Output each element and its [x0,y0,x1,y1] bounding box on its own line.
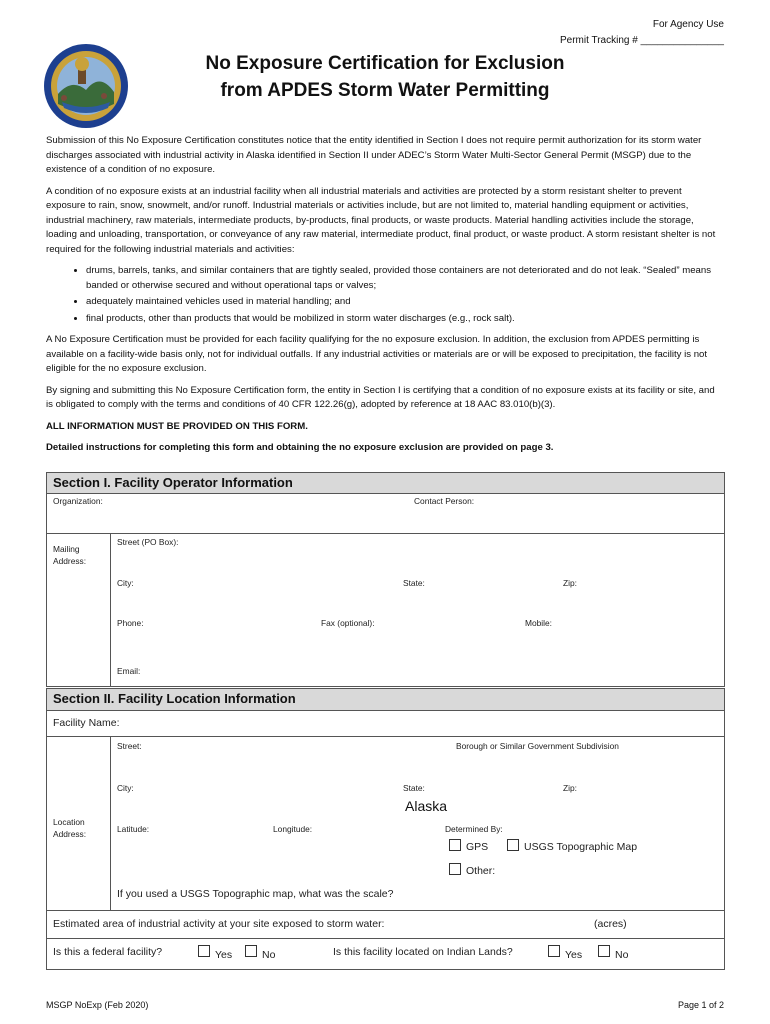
contact-person-field[interactable]: Contact Person: [414,496,475,506]
other-label[interactable]: Other: [466,865,496,877]
determined-by-label: Determined By: [445,824,503,834]
area-field[interactable]: Estimated area of industrial activity at your site exposed to storm water: [53,918,385,930]
indian-lands-question: Is this facility located on Indian Lands? [333,946,513,958]
divider [46,736,725,737]
gps-label: GPS [466,841,489,853]
section-1-title: Section I. Facility Operator Information [53,475,293,490]
latitude-field[interactable]: Latitude: [117,824,150,834]
facility-name-field[interactable]: Facility Name: [53,717,120,729]
usgs-label: USGS Topographic Map [524,841,638,853]
street-po-box-field[interactable]: Street (PO Box): [117,537,179,547]
exemption-list [46,264,722,326]
indian-yes-label: Yes [565,949,583,961]
section-2-header [46,688,725,711]
borough-field[interactable]: Borough or Similar Government Subdivision [456,741,619,751]
organization-field[interactable]: Organization: [53,496,103,506]
federal-yes-checkbox[interactable] [198,945,210,957]
intro-notice: ALL INFORMATION MUST BE PROVIDED ON THIS FORM. [46,420,308,432]
divider [46,910,725,911]
other-checkbox[interactable] [449,863,461,875]
usgs-scale-field[interactable]: If you used a USGS Topographic map, what was the scale? [117,888,394,900]
form-title [150,50,620,104]
intro-paragraph-1: Submission of this No Exposure Certification constitutes notice that the entity identified in Section I does not require permit authorization for its storm water discharges associated with industrial activity in Alaska identified in Section II under ADEC’s Storm Water Multi-Sector General Permit (MSGP) due to the existence of a condition of no exposure. [46,135,702,175]
location-address-label-2: Address: [53,829,87,839]
federal-yes-label: Yes [215,949,233,961]
location-street-field[interactable]: Street: [117,741,142,751]
email-field[interactable]: Email: [117,666,141,676]
state-seal-icon [42,42,130,130]
location-city-field[interactable]: City: [117,783,134,793]
city-field[interactable]: City: [117,578,134,588]
gps-checkbox[interactable] [449,839,461,851]
divider [46,938,725,939]
indian-no-checkbox[interactable] [598,945,610,957]
footer-page-number: Page 1 of 2 [677,1000,724,1010]
intro-paragraph-3: A No Exposure Certification must be provided for each facility qualifying for the no exposure exclusion. In addition, the exclusion from APDES permitting is available on a facility-wide basis only, not for individual outfalls. If any industrial activities or materials are or will be exposed to precipitation, the facility is not eligible for the no exposure exclusion. [46,334,708,374]
mobile-field[interactable]: Mobile: [525,618,552,628]
permit-tracking-field[interactable]: Permit Tracking # _______________ [559,35,724,46]
intro-paragraph-2: A condition of no exposure exists at an industrial facility when all industrial materials and activities are protected by a storm resistant shelter to prevent exposure to rain, snow, snowmelt, and/or runoff. Industrial materials or activities include, but are not limited to, material handling equipment or activities, industrial machinery, raw materials, intermediate products, by-products, final products, or waste products. Material handling activities include the storage, loading and unloading, transportation, or conveyance of any raw material, intermediate product, final product, or waste product. A storm resistant shelter is not required for the following industrial materials and activities: [46,185,716,255]
section-2-box [46,710,725,970]
phone-field[interactable]: Phone: [117,618,144,628]
agency-use-label: For Agency Use [652,19,724,30]
federal-no-checkbox[interactable] [245,945,257,957]
intro-paragraph-4: By signing and submitting this No Exposure Certification form, the entity in Section I is certifying that a condition of no exposure exists at its facility or site, and is obligated to comply with the terms and conditions of 40 CFR 122.26(g), adopted by reference at 18 AAC 83.010(b)(3). [46,384,715,410]
section-1-header [46,472,725,494]
state-field[interactable]: State: [403,578,425,588]
federal-facility-question: Is this a federal facility? [53,946,163,958]
location-state-label: State: [403,783,425,793]
section-1-box [46,493,725,687]
agency-use-block [560,17,724,49]
state-value: Alaska [405,798,448,814]
location-address-label-1: Location [53,817,85,827]
footer-form-id: MSGP NoExp (Feb 2020) [46,1000,149,1010]
intro-text [46,134,722,463]
form-title-line1: No Exposure Certification for Exclusion [205,53,565,74]
acres-label: (acres) [594,918,627,930]
fax-field[interactable]: Fax (optional): [321,618,375,628]
divider [46,533,725,534]
zip-field[interactable]: Zip: [563,578,577,588]
indian-yes-checkbox[interactable] [548,945,560,957]
mailing-address-label-1: Mailing [53,544,80,554]
intro-instructions: Detailed instructions for completing this form and obtaining the no exposure exclusion are provided on page 3. [46,442,554,453]
section-2-title: Section II. Facility Location Information [53,691,296,706]
longitude-field[interactable]: Longitude: [273,824,313,834]
usgs-checkbox[interactable] [507,839,519,851]
location-zip-field[interactable]: Zip: [563,783,577,793]
list-item: • final products, other than products that would be mobilized in storm water discharges (e.g., rock salt). [86,312,722,327]
federal-no-label: No [262,949,276,961]
form-title-line2: from APDES Storm Water Permitting [220,80,550,101]
list-item: • adequately maintained vehicles used in material handling; and [86,295,722,310]
list-item: • drums, barrels, tanks, and similar containers that are tightly sealed, provided those containers are not deteriorated and do not leak. “Sealed” means banded or otherwise secured and without operational taps or valves; [86,264,722,293]
divider [110,533,111,687]
divider [110,736,111,910]
indian-no-label: No [615,949,629,961]
mailing-address-label-2: Address: [53,556,87,566]
